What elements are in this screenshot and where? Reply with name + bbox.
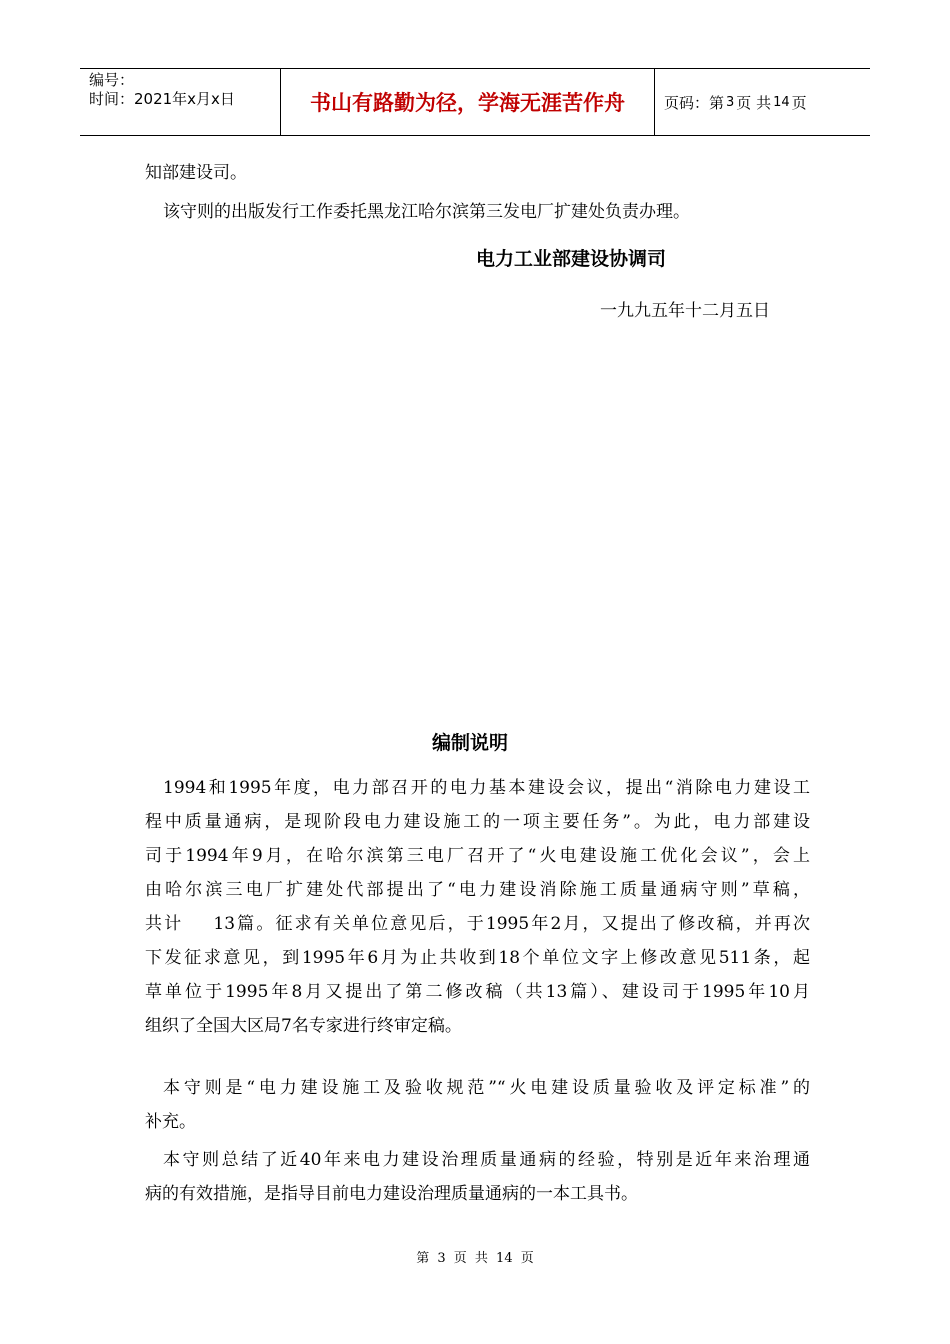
paragraph-summary (145, 1143, 810, 1211)
publishing-note: 该守则的出版发行工作委托黑龙江哈尔滨第三发电厂扩建处负责办理。 (163, 202, 690, 222)
paragraph-line: 共计 13篇。征求有关单位意见后，于1995年2月，又提出了修改稿，并再次 (145, 914, 810, 934)
paragraph-line: 草单位于1995年8月又提出了第二修改稿（共13篇）、建设司于1995年10月 (145, 982, 810, 1002)
document-time-label: 时间：2021年x月x日 (89, 90, 235, 108)
page-prefix: 页码：第 (664, 93, 725, 112)
section-title: 编制说明 (432, 732, 509, 754)
paragraph-line: 1994和1995年度，电力部召开的电力基本建设会议，提出“消除电力建设工 (163, 778, 810, 798)
paragraph-line: 本守则是“电力建设施工及验收规范”“火电建设质量验收及评定标准”的 (163, 1078, 810, 1098)
header-meta (80, 69, 281, 135)
paragraph-line: 下发征求意见，到1995年6月为止共收到18个单位文字上修改意见511条，起 (145, 948, 810, 968)
paragraph-line: 本守则总结了近40年来电力建设治理质量通病的经验，特别是近年来治理通 (163, 1150, 810, 1170)
continuation-line: 知部建设司。 (145, 163, 247, 183)
paragraph-line: 程中质量通病，是现阶段电力建设施工的一项主要任务”。为此，电力部建设 (145, 812, 810, 832)
paragraph-line: 组织了全国大区局7名专家进行终审定稿。 (145, 1016, 462, 1036)
signature-date: 一九九五年十二月五日 (600, 301, 770, 321)
header-motto: 书山有路勤为径，学海无涯苦作舟 (281, 69, 655, 135)
paragraph-line: 补充。 (145, 1112, 196, 1132)
page-current: 3 (726, 94, 735, 110)
page-footer: 第 3 页 共 14 页 (416, 1251, 534, 1266)
page-mid: 页 共 (736, 93, 772, 112)
page-header (80, 68, 870, 136)
page-total: 14 (773, 94, 790, 110)
page-suffix: 页 (791, 93, 807, 112)
paragraph-line: 病的有效措施，是指导目前电力建设治理质量通病的一本工具书。 (145, 1184, 638, 1204)
signature-organization: 电力工业部建设协调司 (476, 248, 667, 270)
paragraph-compilation-history (145, 771, 810, 1043)
paragraph-line: 由哈尔滨三电厂扩建处代部提出了“电力建设消除施工质量通病守则”草稿， (145, 880, 810, 900)
document-number-label: 编号： (89, 71, 135, 89)
header-page-info (655, 69, 870, 135)
paragraph-supplement (145, 1071, 810, 1139)
paragraph-line: 司于1994年9月，在哈尔滨第三电厂召开了“火电建设施工优化会议”，会上 (145, 846, 810, 866)
